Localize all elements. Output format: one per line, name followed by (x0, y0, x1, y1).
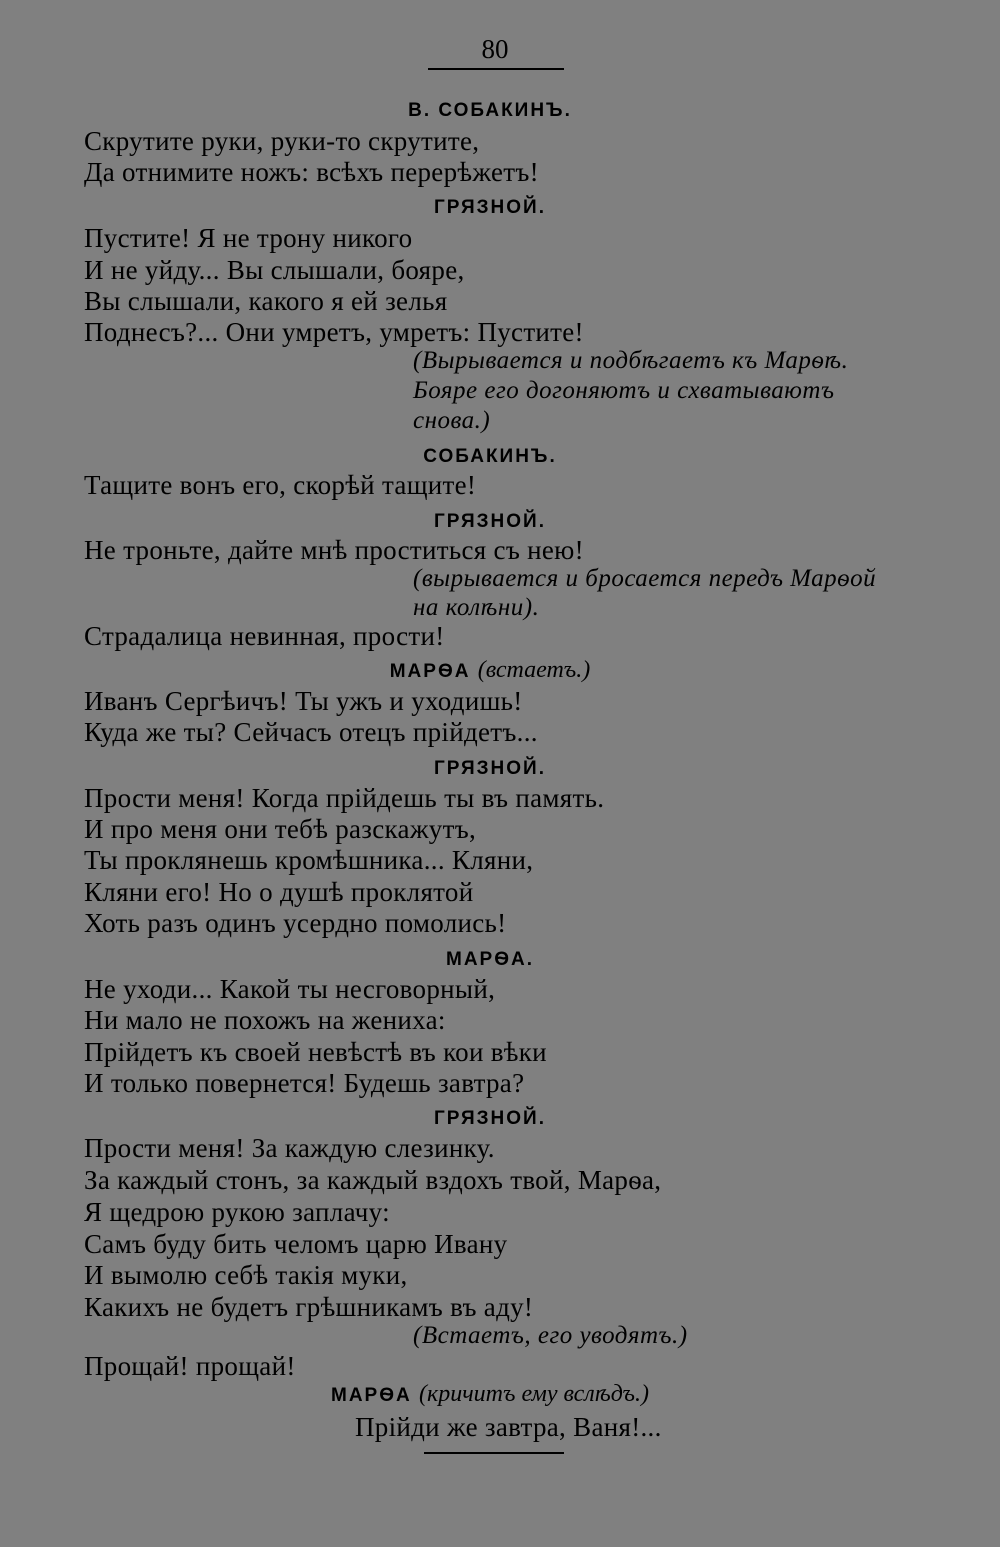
verse-line: Не уходи... Какой ты несговорный, (84, 974, 496, 1004)
verse-line: Поднесъ?... Они умретъ, умретъ: Пустите! (84, 317, 584, 347)
speaker-heading: СОБАКИНЪ. (423, 446, 557, 467)
verse-line: Прійдетъ къ своей невѣстѣ въ кои вѣки (84, 1037, 547, 1067)
speaker-heading: ГРЯЗНОЙ. (434, 197, 546, 218)
verse-line: Прости меня! Когда прійдешь ты въ память. (84, 783, 605, 813)
speaker-heading: В. СОБАКИНЪ. (408, 100, 572, 121)
stage-direction: (Встаетъ, его уводятъ.) (413, 1322, 688, 1349)
verse-line: Скрутите руки, руки-то скрутите, (84, 126, 480, 156)
verse-line: Я щедрою рукою заплачу: (84, 1197, 390, 1227)
verse-line: И про меня они тебѣ разскажутъ, (84, 814, 477, 844)
speaker-heading (0, 1381, 980, 1408)
verse-line: Пустите! Я не трону никого (84, 223, 413, 253)
verse-line: Вы слышали, какого я ей зелья (84, 286, 448, 316)
stage-direction: снова.) (413, 407, 491, 434)
verse-line: Страдалица невинная, прости! (84, 621, 445, 651)
stage-direction-inline: (кричитъ ему вслѣдъ.) (419, 1381, 649, 1407)
stage-direction: (Вырывается и подбѣгаетъ къ Марѳѣ. (413, 347, 849, 374)
verse-line: Не троньте, дайте мнѣ проститься съ нею! (84, 535, 584, 565)
speaker-heading: МАРѲА. (446, 949, 534, 970)
verse-line: Куда же ты? Сейчасъ отецъ прійдетъ... (84, 717, 538, 747)
verse-line: Тащите вонъ его, скорѣй тащите! (84, 470, 477, 500)
verse-line: Ты проклянешь кромѣшника... Кляни, (84, 845, 534, 875)
verse-line: И только повернется! Будешь завтра? (84, 1068, 525, 1098)
verse-line: Прощай! прощай! (84, 1351, 296, 1381)
bottom-rule (424, 1452, 564, 1454)
verse-line: Прійди же завтра, Ваня!... (355, 1412, 662, 1442)
verse-line: Да отнимите ножъ: всѣхъ перерѣжетъ! (84, 157, 539, 187)
page-number: 80 (481, 34, 509, 64)
speaker-name: МАРѲА (389, 661, 471, 682)
stage-direction: Бояре его догоняютъ и схватываютъ (413, 377, 835, 404)
speaker-heading: ГРЯЗНОЙ. (434, 758, 546, 779)
verse-line: Кляни его! Но о душѣ проклятой (84, 877, 474, 907)
stage-direction-inline: (встаетъ.) (477, 657, 591, 683)
speaker-name: МАРѲА (331, 1385, 412, 1406)
verse-line: Прости меня! За каждую слезинку. (84, 1133, 495, 1163)
stage-direction: (вырывается и бросается передъ Марѳой (413, 565, 877, 592)
speaker-heading (0, 657, 980, 684)
verse-line: Иванъ Сергѣичъ! Ты ужъ и уходишь! (84, 686, 523, 716)
verse-line: И не уйду... Вы слышали, бояре, (84, 255, 465, 285)
verse-line: Какихъ не будетъ грѣшникамъ въ аду! (84, 1292, 534, 1322)
verse-line: Ни мало не похожъ на жениха: (84, 1005, 446, 1035)
verse-line: Хоть разъ одинъ усердно помолись! (84, 908, 507, 938)
verse-line: За каждый стонъ, за каждый вздохъ твой, Марѳа, (84, 1165, 662, 1195)
verse-line: Самъ буду бить челомъ царю Ивану (84, 1229, 508, 1259)
speaker-heading: ГРЯЗНОЙ. (434, 511, 546, 532)
verse-line: И вымолю себѣ такія муки, (84, 1260, 408, 1290)
stage-direction: на колѣни). (413, 594, 540, 621)
top-rule (428, 68, 564, 70)
speaker-heading: ГРЯЗНОЙ. (434, 1108, 546, 1129)
